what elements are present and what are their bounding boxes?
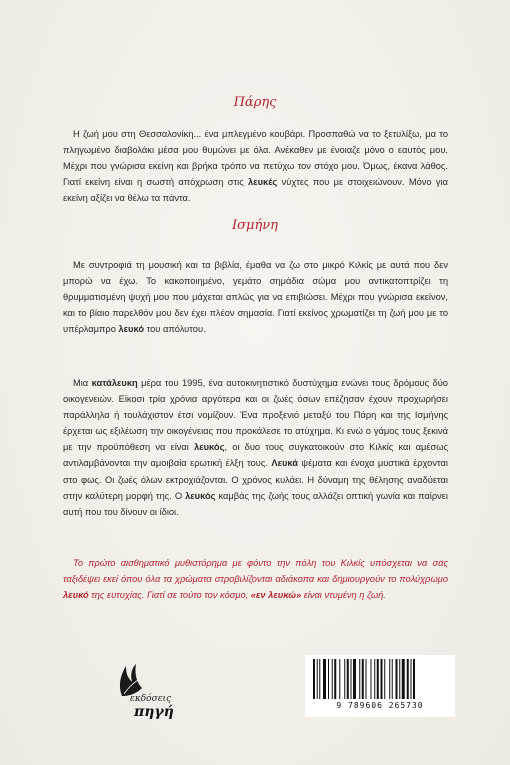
heading-ismini: Ισμήνη (232, 218, 278, 233)
emphasis-word: Λευκά (271, 458, 298, 469)
barcode-number: 9 789606 265730 (336, 701, 424, 710)
barcode-bar (334, 659, 336, 699)
barcode-bars (313, 659, 447, 701)
paragraph-tagline: Το πρώτο αισθηματικό μυθιστόρημα με φόντο την πόλη του Κιλκίς υπόσχεται να σας ταξιδέψει εκεί όπου όλα τα χρώματα στροβιλίζονται αδιάκοπα και δημιουργούν το πολύχρωμο λευκό της ευτυχίας. Γιατί σε τούτο τον κόσμο, «εν λευκώ» είναι ντυμένη η ζωή. (63, 558, 448, 601)
barcode-bar (374, 659, 375, 699)
barcode-bar (407, 659, 409, 699)
barcode-bar (402, 659, 405, 699)
publisher-line1: εκδόσεις (130, 694, 172, 704)
barcode-bar (328, 659, 329, 699)
barcode-bar (384, 659, 385, 699)
barcode-bar (381, 659, 383, 699)
barcode-bar (313, 659, 315, 699)
barcode-bar (319, 659, 320, 699)
barcode-bar (317, 659, 318, 699)
emphasis-word: «εν λευκώ» (250, 590, 302, 601)
barcode-bar (353, 659, 356, 699)
barcode-bar (392, 659, 393, 699)
barcode-bar (371, 659, 372, 699)
emphasis-word: λευκός (194, 442, 225, 453)
paragraph-story: Μια κατάλευκη μέρα του 1995, ένα αυτοκινητιστικό δυστύχημα ενώνει τους δρόμους δύο οικογενειών. Είκοσι τρία χρόνια αργότερα και οι ζωές όσων επέζησαν έχουν προχωρήσει παράλληλα ή τουλάχιστον έτσι νομίζουν. Ένα προξενιό μεταξύ του Πάρη και της Ισμήνης έρχεται ως εξιλέωση την οικογένειας που προκάλεσε το ατύχημα. Κι ενώ ο γάμος τους ξεκινά με την προϋπόθεση να είναι λευκός, οι δυο τους συγκατοικούν στο Κιλκίς και αμέσως αντιλαμβάνονται την αμοιβαία ερωτική έλξη τους. Λευκά ψέματα και ένοχα μυστικά έρχονται στο φως. Οι ζωές όλων εκτροχιάζονται. Ο χρόνος κυλάει. Η δύναμη της θέλησης αναδύεται στην καλύτερη μορφή της. Ο λευκός καμβάς της ζωής τους αλλάζει οπτική γωνία και παίρνει αυτή που του δίνουν οι ίδιοι. (63, 378, 449, 517)
barcode-bar (411, 659, 412, 699)
barcode-bar (359, 659, 360, 699)
publisher-line2: πηγή (134, 704, 174, 720)
barcode-bar (389, 659, 390, 699)
barcode-bar (413, 659, 415, 699)
heading-paris: Πάρης (233, 95, 277, 110)
barcode-bar (396, 659, 398, 699)
barcode-bar (351, 659, 352, 699)
publisher-logo (112, 658, 182, 728)
barcode-bar (332, 659, 333, 699)
paragraph-ismini: Με συντροφιά τη μουσική και τα βιβλία, έμαθα να ζω στο μικρό Κιλκίς με αυτά που δεν μπορώ να έχω. Το κακοποιημένο, γεμάτο σημάδια σώμα μου αντικατοπτρίζει τη θρυμματισμένη ψυχή μου που μάχεται απλώς για να επιβιώσει. Μέχρι που γνώρισα εκείνον, και το βίαιο παρελθόν μου δεν έχει πλέον σημασία. Γιατί εκείνος χρωματίζει τη ζωή μου με το υπέρλαμπρο λευκό του απόλυτου. (63, 260, 448, 335)
barcode-bar (366, 659, 367, 699)
emphasis-word: λευκό (118, 324, 145, 335)
barcode-bar (399, 659, 400, 699)
emphasis-word: λευκός (185, 490, 216, 501)
emphasis-word: λευκό (63, 590, 89, 601)
emphasis-word: λευκές (248, 177, 278, 188)
barcode-bar (347, 659, 349, 699)
barcode-bar (323, 659, 326, 699)
paragraph-paris: Η ζωή μου στη Θεσσαλονίκη... ένα μπλεγμένο κουβάρι. Προσπαθώ να το ξετυλίξω, μα το πληγωμένο διαβολάκι μέσα μου θυμώνει με όλα. Ανέκαθεν με ένοιαζε μόνο ο εαυτός μου. Μέχρι που γνώρισα εκείνη και βρήκα τρόπο να πετύχω τον στόχο μου. Όμως, έκανα λάθος. Γιατί εκείνη είναι η σωστή απόχρωση στις λευκές νύχτες που με στοιχειώνουν. Μόνο για εκείνη αξίζει να θέλω τα πάντα. (63, 129, 448, 204)
isbn-barcode (305, 655, 455, 717)
barcode-bar (344, 659, 345, 699)
barcode-bar (362, 659, 364, 699)
barcode-bar (339, 659, 340, 699)
barcode-bar (377, 659, 379, 699)
emphasis-word: κατάλευκη (91, 378, 138, 388)
